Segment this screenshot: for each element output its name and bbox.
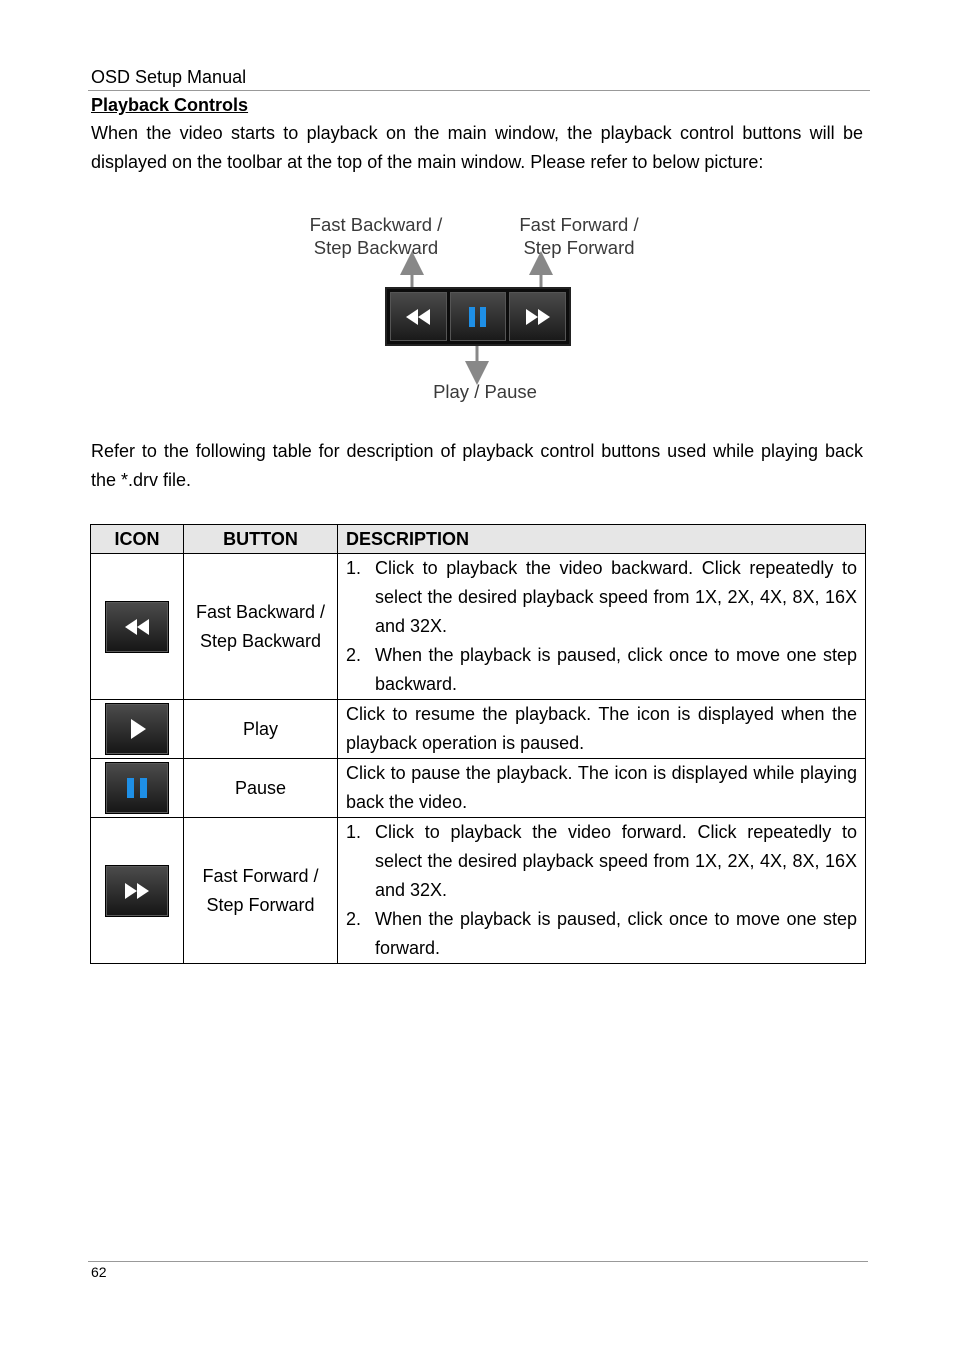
table-row — [91, 700, 866, 759]
fast-backward-label-line2: Step Backward — [313, 237, 439, 258]
button-name-line2: Step Forward — [206, 894, 315, 915]
play-icon — [122, 704, 152, 754]
list-number: 2. — [346, 909, 362, 929]
fast-backward-label-line1: Fast Backward / — [309, 214, 443, 235]
list-number: 1. — [346, 822, 362, 842]
button-name-line1: Fast Backward / — [195, 601, 326, 622]
list-item — [346, 641, 857, 699]
page-header-title: OSD Setup Manual — [91, 67, 247, 87]
description-cell — [338, 818, 866, 964]
description-cell: Click to resume the playback. The icon is displayed when the playback operation is paused. — [338, 700, 866, 759]
list-number: 1. — [346, 558, 362, 578]
list-item — [346, 818, 857, 905]
header-button: BUTTON — [184, 525, 338, 554]
fast-forward-label-line1: Fast Forward / — [519, 214, 639, 235]
button-name-line1: Fast Forward / — [202, 865, 319, 886]
pause-button-image — [105, 762, 169, 814]
rewind-icon — [122, 602, 152, 652]
fast-forward-button-image — [105, 865, 169, 917]
icon-cell — [91, 759, 184, 818]
fast-forward-label-line2: Step Forward — [523, 237, 635, 258]
list-text: Click to playback the video backward. Click repeatedly to select the desired playback speed from 1X, 2X, 4X, 8X, 16X and 32X. — [375, 558, 857, 636]
playback-toolbar-figure — [300, 205, 660, 410]
footer-divider — [88, 1261, 868, 1262]
header-divider — [88, 90, 870, 91]
list-text: When the playback is paused, click once to move one step forward. — [375, 909, 857, 958]
description-cell: Click to pause the playback. The icon is displayed while playing back the video. — [338, 759, 866, 818]
description-list — [346, 554, 857, 699]
toolbar-pause-button[interactable] — [450, 292, 507, 341]
section-title: Playback Controls — [91, 95, 249, 115]
button-name-cell — [184, 818, 338, 964]
list-text: When the playback is paused, click once to move one step backward. — [375, 645, 857, 694]
pause-icon — [122, 763, 152, 813]
table-header-row — [91, 525, 866, 554]
icon-cell — [91, 700, 184, 759]
description-list — [346, 818, 857, 963]
table-intro-paragraph: Refer to the following table for description of playback control buttons used while playing back the *.drv file. — [91, 441, 863, 490]
playback-controls-table — [90, 524, 866, 964]
list-item — [346, 905, 857, 963]
pause-icon — [467, 306, 489, 328]
play-button-image — [105, 703, 169, 755]
icon-cell — [91, 818, 184, 964]
toolbar-rewind-button[interactable] — [390, 292, 447, 341]
rewind-icon — [404, 308, 432, 326]
table-row — [91, 818, 866, 964]
list-text: Click to playback the video forward. Click repeatedly to select the desired playback speed from 1X, 2X, 4X, 8X, 16X and 32X. — [375, 822, 857, 900]
icon-cell — [91, 554, 184, 700]
button-name-line2: Step Backward — [199, 630, 322, 651]
fast-forward-icon — [524, 308, 552, 326]
list-number: 2. — [346, 645, 362, 665]
button-name-cell — [184, 554, 338, 700]
playback-toolbar — [385, 287, 571, 346]
page-number: 62 — [91, 1264, 107, 1280]
play-pause-label: Play / Pause — [433, 381, 537, 402]
list-item — [346, 554, 857, 641]
fast-forward-icon — [122, 866, 152, 916]
description-cell — [338, 554, 866, 700]
header-description: DESCRIPTION — [338, 525, 866, 554]
header-icon: ICON — [91, 525, 184, 554]
button-name-cell: Pause — [184, 759, 338, 818]
intro-paragraph: When the video starts to playback on the main window, the playback control buttons will be displayed on the toolbar at the top of the main window. Please refer to below picture: — [91, 123, 863, 172]
rewind-button-image — [105, 601, 169, 653]
toolbar-fast-forward-button[interactable] — [509, 292, 566, 341]
table-row — [91, 554, 866, 700]
button-name-cell: Play — [184, 700, 338, 759]
table-row — [91, 759, 866, 818]
